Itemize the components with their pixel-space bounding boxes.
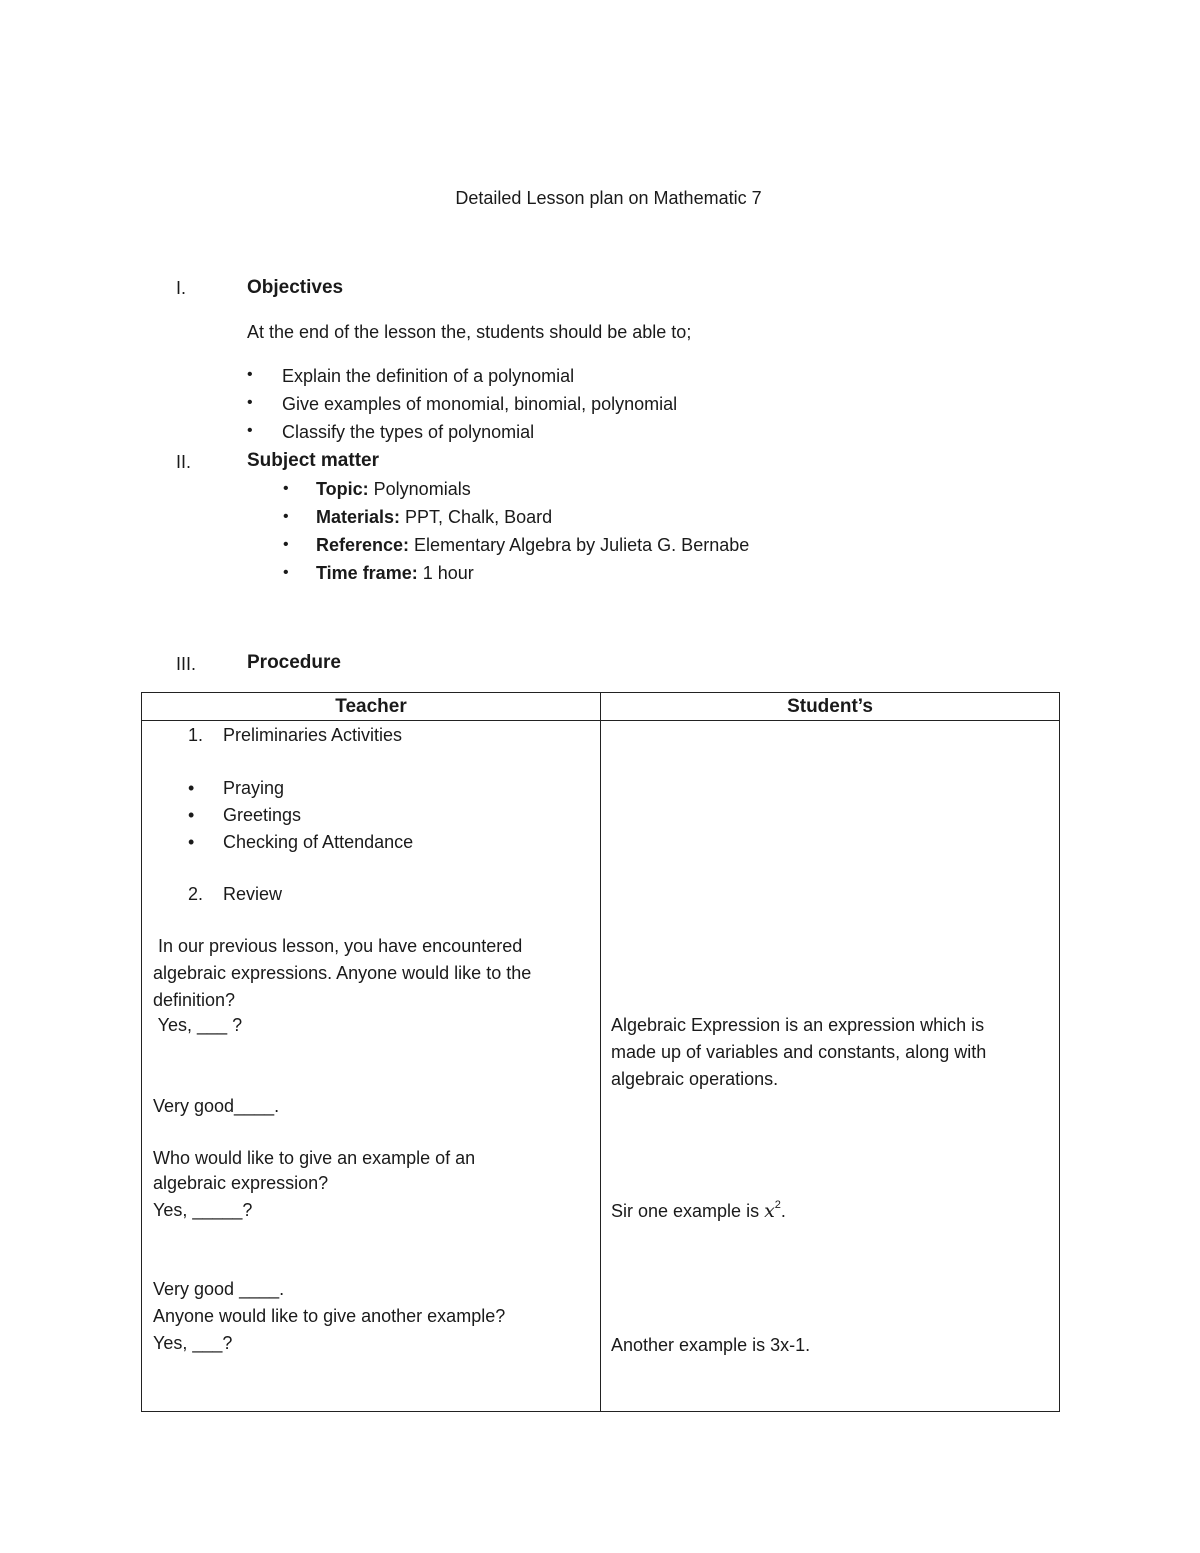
bullet-icon: • xyxy=(283,480,289,497)
math-exponent: 2 xyxy=(774,1199,781,1211)
teacher-column-header: Teacher xyxy=(142,693,601,721)
math-variable: x xyxy=(764,1200,775,1222)
objective-item: Classify the types of polynomial xyxy=(282,422,535,442)
step-label: Review xyxy=(223,884,283,904)
student-line: made up of variables and constants, along with xyxy=(611,1042,987,1062)
bullet-icon: • xyxy=(188,832,195,852)
teacher-line: algebraic expression? xyxy=(153,1173,329,1193)
student-column-header: Student’s xyxy=(601,693,1060,721)
bullet-icon: • xyxy=(283,536,289,553)
student-line: Another example is 3x-1. xyxy=(611,1335,811,1355)
teacher-line: Anyone would like to give another example? xyxy=(153,1306,506,1326)
list-item: Checking of Attendance xyxy=(223,832,414,852)
teacher-line: Very good____. xyxy=(153,1096,280,1116)
bullet-icon: • xyxy=(188,778,195,798)
procedure-table xyxy=(141,692,1060,1412)
objectives-numeral: I. xyxy=(176,278,187,298)
bullet-icon: • xyxy=(247,422,253,439)
bullet-icon: • xyxy=(247,394,253,411)
teacher-line: In our previous lesson, you have encountered xyxy=(153,936,523,956)
subject-matter-heading: Subject matter xyxy=(247,450,379,471)
step-number: 1. xyxy=(188,725,204,745)
teacher-line: algebraic expressions. Anyone would like to the xyxy=(153,963,532,983)
teacher-line: Who would like to give an example of an xyxy=(153,1148,476,1168)
teacher-line: Yes, ___ ? xyxy=(153,1015,243,1035)
student-line: algebraic operations. xyxy=(611,1069,779,1089)
teacher-line: Very good ____. xyxy=(153,1279,285,1299)
teacher-line: definition? xyxy=(153,990,236,1010)
procedure-numeral: III. xyxy=(176,654,197,674)
bullet-icon: • xyxy=(283,564,289,581)
objective-item: Explain the definition of a polynomial xyxy=(282,366,575,386)
subject-item-time-frame: Time frame: 1 hour xyxy=(316,563,474,583)
step-number: 2. xyxy=(188,884,204,904)
student-cell xyxy=(601,721,1060,1412)
list-item: Greetings xyxy=(223,805,302,825)
bullet-icon: • xyxy=(188,805,195,825)
objective-item: Give examples of monomial, binomial, polynomial xyxy=(282,394,678,414)
subject-item-reference: Reference: Elementary Algebra by Julieta G. Bernabe xyxy=(316,535,750,555)
procedure-heading: Procedure xyxy=(247,652,341,673)
table-row xyxy=(142,721,1060,1412)
student-line: Sir one example is $x^2$. xyxy=(611,1199,786,1222)
teacher-line: Yes, _____? xyxy=(153,1200,253,1220)
list-item: Praying xyxy=(223,778,285,798)
table-header-row xyxy=(142,693,1060,721)
teacher-cell xyxy=(142,721,601,1412)
student-line: Algebraic Expression is an expression which is xyxy=(611,1015,985,1035)
subject-item-topic: Topic: Polynomials xyxy=(316,479,471,499)
teacher-line: Yes, ___? xyxy=(153,1333,233,1353)
bullet-icon: • xyxy=(247,366,253,383)
objectives-heading: Objectives xyxy=(247,277,344,298)
document-title: Detailed Lesson plan on Mathematic 7 xyxy=(455,188,762,208)
subject-item-materials: Materials: PPT, Chalk, Board xyxy=(316,507,553,527)
objectives-intro: At the end of the lesson the, students should be able to; xyxy=(247,322,692,342)
subject-matter-numeral: II. xyxy=(176,452,192,472)
step-label: Preliminaries Activities xyxy=(223,725,403,745)
bullet-icon: • xyxy=(283,508,289,525)
